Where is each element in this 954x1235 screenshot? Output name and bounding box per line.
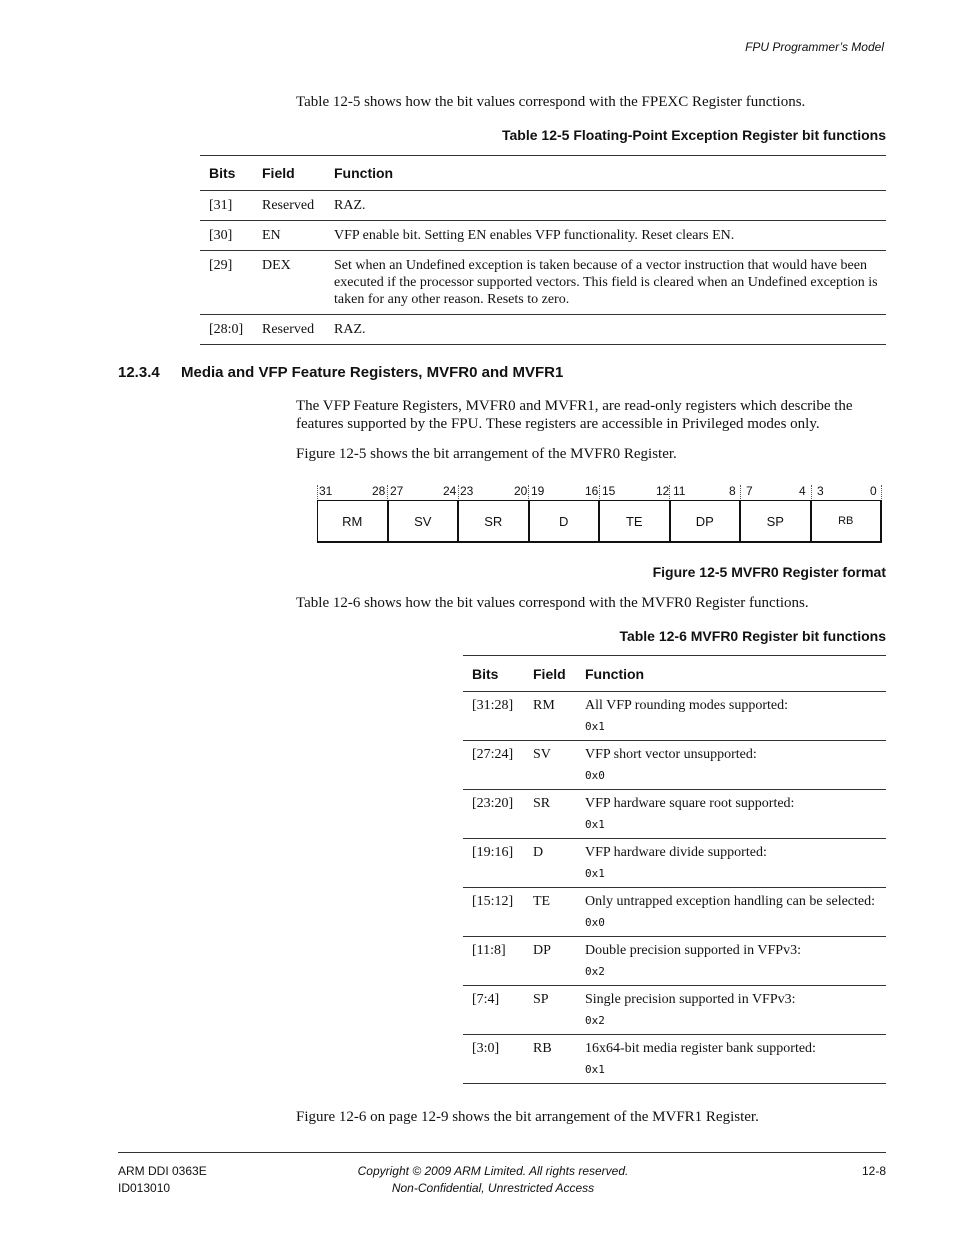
cell-field: DP — [533, 943, 551, 958]
bit-tick — [458, 485, 459, 499]
function-value: 0x0 — [585, 769, 605, 782]
bit-tick — [740, 485, 741, 499]
footer-copyright: Copyright © 2009 ARM Limited. All rights reserved. — [357, 1164, 629, 1178]
table-row — [463, 1035, 886, 1084]
function-value: 0x1 — [585, 867, 605, 880]
table-6-intro: Table 12-6 shows how the bit values correspond with the MVFR0 Register functions. — [296, 595, 809, 611]
bit-label: 4 — [799, 484, 806, 498]
cell-bits: [3:0] — [472, 1041, 500, 1056]
bit-label: 28 — [372, 484, 386, 498]
figure-5-caption: Figure 12-5 MVFR0 Register format — [652, 564, 886, 580]
bit-tick — [528, 485, 529, 499]
cell-field: DEX — [262, 258, 291, 273]
cell-function — [576, 692, 886, 741]
function-text: All VFP rounding modes supported: — [585, 698, 789, 713]
bit-label: 12 — [656, 484, 670, 498]
mvfr0-register-diagram — [317, 500, 882, 543]
cell-field: SV — [533, 747, 551, 762]
fpexc-bit-table — [200, 155, 886, 345]
cell-function — [576, 1035, 886, 1084]
function-value: 0x1 — [585, 818, 605, 831]
table-row — [463, 692, 886, 741]
cell-field: TE — [533, 894, 551, 909]
footer-divider — [118, 1152, 886, 1153]
table-6-caption: Table 12-6 MVFR0 Register bit functions — [619, 628, 886, 644]
bit-label: 0 — [870, 484, 877, 498]
cell-bits: [23:20] — [472, 796, 514, 811]
cell-bits: [19:16] — [472, 845, 514, 860]
register-field-sp: SP — [741, 501, 812, 541]
register-field-rb: RB — [838, 515, 854, 527]
table-row — [200, 191, 886, 221]
cell-bits: [30] — [209, 228, 233, 243]
register-field-rm: RM — [318, 501, 389, 541]
function-value: 0x0 — [585, 916, 605, 929]
cell-field: D — [533, 845, 544, 860]
mvfr0-bit-table — [463, 655, 886, 1084]
table-row — [463, 986, 886, 1035]
table-row — [463, 937, 886, 986]
footer-center — [300, 1163, 686, 1197]
intro-paragraph: Table 12-5 shows how the bit values correspond with the FPEXC Register functions. — [296, 94, 806, 110]
function-text: Single precision supported in VFPv3: — [585, 992, 796, 1007]
cell-field: RM — [533, 698, 555, 713]
bit-label: 24 — [443, 484, 457, 498]
register-field-sr: SR — [459, 501, 530, 541]
table-header-row — [463, 656, 886, 692]
bit-tick — [317, 485, 318, 499]
cell-field: SP — [533, 992, 549, 1007]
bit-label: 7 — [746, 484, 753, 498]
bit-label: 31 — [319, 484, 333, 498]
register-field-d: D — [530, 501, 601, 541]
column-header-field: Field — [262, 165, 295, 181]
cell-field: EN — [262, 228, 281, 243]
table-row — [463, 839, 886, 888]
column-header-bits: Bits — [472, 665, 499, 682]
cell-bits: [7:4] — [472, 992, 500, 1007]
column-header-bits: Bits — [209, 165, 236, 181]
running-header: FPU Programmer’s Model — [745, 40, 884, 54]
bit-label: 8 — [729, 484, 736, 498]
cell-field: Reserved — [262, 198, 315, 213]
bit-label: 11 — [673, 484, 686, 498]
cell-function: Set when an Undefined exception is taken because of a vector instruction that would have been executed if the processor supported vectors. This field is cleared when an Undefined exception is taken for any other reason. Resets to zero. — [334, 258, 878, 307]
footer-left — [118, 1163, 207, 1197]
function-text: 16x64-bit media register bank supported: — [585, 1041, 816, 1056]
section-heading — [118, 364, 563, 381]
closing-paragraph: Figure 12-6 on page 12-9 shows the bit arrangement of the MVFR1 Register. — [296, 1109, 759, 1125]
table-row — [463, 790, 886, 839]
section-number: 12.3.4 — [118, 364, 160, 381]
cell-function — [576, 741, 886, 790]
cell-field: Reserved — [262, 322, 315, 337]
bit-label: 3 — [817, 484, 824, 498]
bit-tick — [669, 485, 670, 499]
cell-bits: [28:0] — [209, 322, 244, 337]
function-text: VFP hardware square root supported: — [585, 796, 795, 811]
table-row — [463, 888, 886, 937]
cell-bits: [31:28] — [472, 698, 514, 713]
function-value: 0x2 — [585, 1014, 605, 1027]
cell-function — [576, 888, 886, 937]
table-5-caption: Table 12-5 Floating-Point Exception Register bit functions — [502, 127, 886, 143]
column-header-function: Function — [585, 665, 645, 682]
table-row — [200, 251, 886, 315]
cell-bits: [11:8] — [472, 943, 506, 958]
cell-field: SR — [533, 796, 551, 811]
cell-function — [576, 790, 886, 839]
table-header-row — [200, 156, 886, 191]
cell-function — [576, 937, 886, 986]
footer-access: Non-Confidential, Unrestricted Access — [391, 1181, 595, 1195]
footer-doc-id: ARM DDI 0363E — [118, 1164, 207, 1178]
cell-field: RB — [533, 1041, 552, 1056]
bit-label: 20 — [514, 484, 528, 498]
cell-function: RAZ. — [334, 322, 366, 337]
cell-function — [576, 839, 886, 888]
cell-function: RAZ. — [334, 198, 366, 213]
bit-label: 15 — [602, 484, 616, 498]
function-value: 0x1 — [585, 1063, 605, 1076]
column-header-field: Field — [533, 665, 566, 682]
bit-label: 23 — [460, 484, 474, 498]
section-paragraph-1: The VFP Feature Registers, MVFR0 and MVFR1, are read-only registers which describe the features supported by the FPU. These registers are accessible in Privileged modes only. — [296, 398, 853, 432]
bit-tick — [387, 485, 388, 499]
register-field-dp: DP — [671, 501, 742, 541]
register-field-sv: SV — [389, 501, 460, 541]
function-text: VFP hardware divide supported: — [585, 845, 767, 860]
table-row — [200, 221, 886, 251]
function-value: 0x1 — [585, 720, 605, 733]
cell-function — [576, 986, 886, 1035]
footer-page-number: 12-8 — [861, 1164, 886, 1178]
register-field-te: TE — [600, 501, 671, 541]
bit-label: 27 — [390, 484, 404, 498]
footer-issue-id: ID013010 — [118, 1181, 171, 1195]
function-value: 0x2 — [585, 965, 605, 978]
function-text: Only untrapped exception handling can be selected: — [585, 894, 876, 909]
cell-bits: [31] — [209, 198, 233, 213]
column-header-function: Function — [334, 165, 394, 181]
section-paragraph-2: Figure 12-5 shows the bit arrangement of the MVFR0 Register. — [296, 446, 677, 462]
bit-label: 16 — [585, 484, 599, 498]
bit-tick — [881, 485, 882, 499]
section-title: Media and VFP Feature Registers, MVFR0 and MVFR1 — [181, 364, 564, 381]
cell-bits: [27:24] — [472, 747, 514, 762]
bit-tick — [811, 485, 812, 499]
function-text: VFP short vector unsupported: — [585, 747, 757, 762]
bit-label: 19 — [531, 484, 545, 498]
bit-tick — [599, 485, 600, 499]
table-row — [463, 741, 886, 790]
cell-bits: [15:12] — [472, 894, 514, 909]
table-row — [200, 315, 886, 345]
cell-bits: [29] — [209, 258, 233, 273]
cell-function: VFP enable bit. Setting EN enables VFP functionality. Reset clears EN. — [334, 228, 735, 243]
function-text: Double precision supported in VFPv3: — [585, 943, 801, 958]
